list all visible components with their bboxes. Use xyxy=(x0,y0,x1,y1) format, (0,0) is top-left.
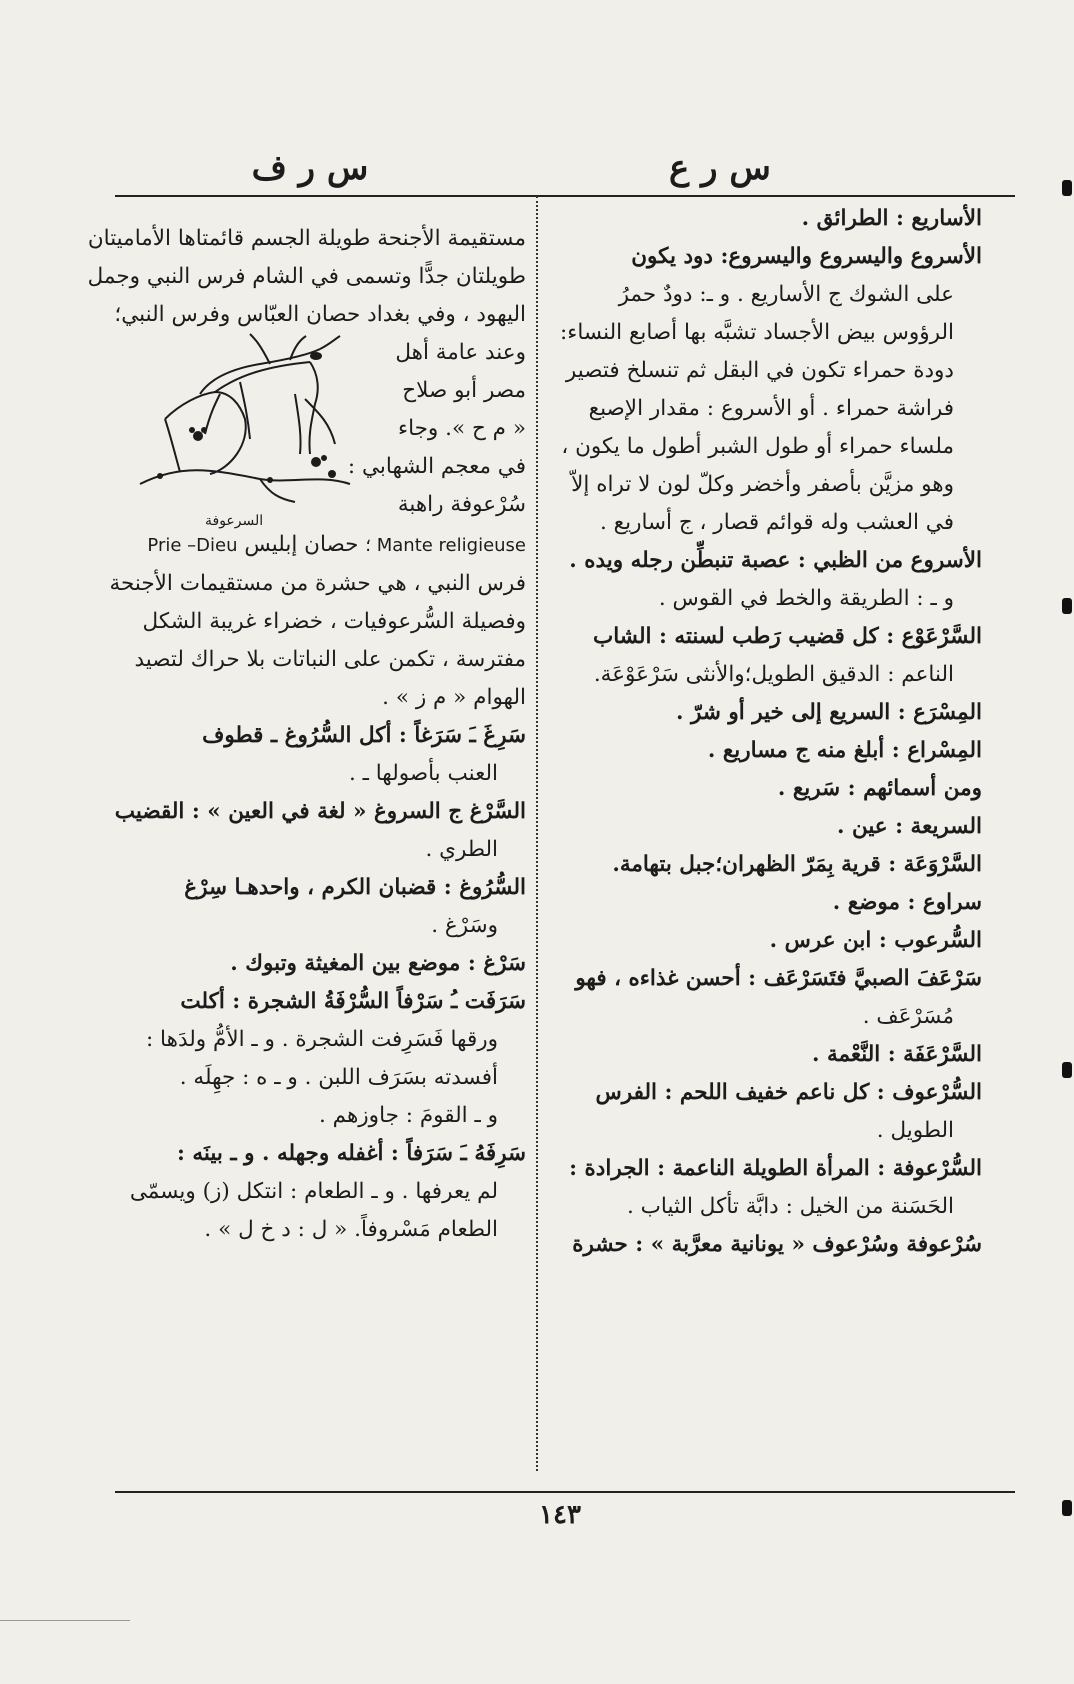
left-column-top-line: اليهود ، وفي بغداد حصان العبّاس وفرس النبي؛ xyxy=(114,302,526,327)
left-column-bottom-line: و ـ القومَ : جاوزهم . xyxy=(318,1103,498,1128)
right-column-line: سُرْعوفة وسُرْعوف « يونانية معرَّبة » : حشرة xyxy=(572,1232,982,1257)
margin-mark xyxy=(1062,598,1072,614)
figure-text-line: في معجم الشهابي : xyxy=(347,454,526,479)
running-header-left: س ر ف xyxy=(251,148,369,188)
left-column-bottom-line: فرس النبي ، هي حشرة من مستقيمات الأجنحة xyxy=(109,571,526,596)
right-column-line: الأساريع : الطرائق . xyxy=(801,206,982,231)
right-column-line: المِسْرَع : السريع إلى خير أو شرّ . xyxy=(676,700,982,725)
right-column-line: في العشب وله قوائم قصار ، ج أساريع . xyxy=(599,510,954,535)
page-number: ١٤٣ xyxy=(539,1500,581,1530)
right-column-line: السَّرْعَوْع : كل قضيب رَطب لسنته : الشاب xyxy=(593,624,982,649)
margin-mark xyxy=(1062,1500,1072,1516)
top-rule xyxy=(115,195,1015,197)
right-column-line: الأسروع واليسروع واليسروع: دود يكون xyxy=(631,244,982,269)
right-column-line: ملساء حمراء أو طول الشبر أطول ما يكون ، xyxy=(561,434,954,459)
right-column-line: الأسروع من الظبي : عصبة تنبطِّن رجله ويده . xyxy=(569,548,982,573)
latin-terms-line xyxy=(110,526,526,565)
left-column-bottom-line: سَرْغ : موضع بين المغيثة وتبوك . xyxy=(230,951,526,976)
running-header-right: س ر ع xyxy=(669,148,771,188)
left-column-bottom-line: سَرَفَت ـُ سَرْفاً السُّرْفَةُ الشجرة : أكلت xyxy=(180,989,526,1014)
left-column-bottom-line: أفسدته بسَرَف اللبن . و ـ ه : جهِلَه . xyxy=(179,1065,498,1090)
right-column-line: وهو مزيَّن بأصفر وأخضر وكلّ لون لا تراه إلاّ xyxy=(571,472,954,497)
right-column xyxy=(550,200,982,1264)
right-column-line: السُّرعوب : ابن عرس . xyxy=(769,928,982,953)
left-column-bottom xyxy=(110,565,526,1249)
right-column-line: الرؤوس بيض الأجساد تشبَّه بها أصابع النساء: xyxy=(560,320,954,345)
left-column-bottom-line: سَرِغَ ـَ سَرَغاً : أكل السُّرُوغ ـ قطوف xyxy=(202,723,526,748)
left-column-bottom-line: السَّرْغ ج السروغ « لغة في العين » : القضيب xyxy=(114,799,526,824)
left-column-bottom-line: السُّرُوغ : قضبان الكرم ، واحدهـا سِرْغ xyxy=(184,875,526,900)
left-column-bottom-line: الهوام « م ز » . xyxy=(382,685,526,710)
left-column-top-line: طويلتان جدًّا وتسمى في الشام فرس النبي وجمل xyxy=(87,264,526,289)
right-column-line: الحَسَنة من الخيل : دابَّة تأكل الثياب . xyxy=(627,1194,954,1219)
figure-block xyxy=(110,334,526,529)
right-column-line: السُّرْعوف : كل ناعم خفيف اللحم : الفرس xyxy=(595,1080,982,1105)
left-column-top-line: مستقيمة الأجنحة طويلة الجسم قائمتاها الأماميتان xyxy=(87,226,526,251)
right-column-line: الناعم : الدقيق الطويل؛والأنثى سَرْعَوْعَة. xyxy=(593,662,954,687)
right-column-line: مُسَرْعَف . xyxy=(862,1004,954,1029)
left-column-bottom-line: مفترسة ، تكمن على النباتات بلا حراك لتصيد xyxy=(134,647,526,672)
right-column-line: السَّرْعَفَة : النَّعْمة . xyxy=(811,1042,982,1067)
right-column-line: السَّرْوَعَة : قرية بِمَرّ الظهران؛جبل بتهامة. xyxy=(612,852,982,877)
scan-edge-line xyxy=(0,1620,130,1621)
latin-term-suffix: Mante religieuse ؛ xyxy=(365,535,526,556)
figure-text-line: مصر أبو صلاح xyxy=(402,378,526,403)
mantis-illustration xyxy=(120,334,355,504)
right-column-line: الطويل . xyxy=(876,1118,954,1143)
left-column xyxy=(87,220,526,1249)
right-column-line: فراشة حمراء . أو الأسروع : مقدار الإصبع xyxy=(588,396,954,421)
latin-line-arabic: حصان إبليس xyxy=(244,532,359,557)
column-divider xyxy=(536,196,538,1471)
left-column-bottom-line: العنب بأصولها ـ . xyxy=(348,761,498,786)
left-column-bottom-line: لم يعرفها . و ـ الطعام : انتكل (ز) ويسمّى xyxy=(129,1179,498,1204)
right-column-line: دودة حمراء تكون في البقل ثم تنسلخ فتصير xyxy=(565,358,954,383)
right-column-line: على الشوك ج الأساريع . و ـ: دودٌ حمرُ xyxy=(618,282,954,307)
margin-mark xyxy=(1062,180,1072,196)
right-column-line: و ـ : الطريقة والخط في القوس . xyxy=(658,586,954,611)
right-column-line: المِسْراع : أبلغ منه ج مساريع . xyxy=(707,738,982,763)
left-column-bottom-line: الطعام مَسْروفاً. « ل : د خ ل » . xyxy=(204,1217,498,1242)
right-column-line: السريعة : عين . xyxy=(836,814,982,839)
left-column-top xyxy=(87,220,526,334)
left-column-bottom-line: ورقها فَسَرِفت الشجرة . و ـ الأمُّ ولدَها : xyxy=(145,1027,498,1052)
left-column-bottom-line: الطري . xyxy=(425,837,498,862)
left-column-bottom-line: وسَرْغ . xyxy=(431,913,498,938)
figure-text-line: سُرْعوفة راهبة xyxy=(397,492,526,517)
right-column-line: السُّرْعوفة : المرأة الطويلة الناعمة : الجرادة : xyxy=(569,1156,982,1181)
bottom-rule xyxy=(115,1491,1015,1493)
latin-term-prefix: Prie –Dieu xyxy=(147,535,238,556)
left-column-bottom-line: وفصيلة السُّرعوفيات ، خضراء غريبة الشكل xyxy=(142,609,526,634)
figure-text-line: « م ح ». وجاء xyxy=(397,416,526,441)
figure-side-text xyxy=(347,334,526,524)
left-column-bottom-line: سَرِفَهُ ـَ سَرَفاً : أغفله وجهله . و ـ بينَه : xyxy=(176,1141,526,1166)
right-column-line: ومن أسمائهم : سَريع . xyxy=(777,776,982,801)
margin-mark xyxy=(1062,1062,1072,1078)
right-column-line: سراوع : موضع . xyxy=(832,890,982,915)
right-column-line: سَرْعَفَ الصبيَّ فتَسَرْعَف : أحسن غذاءه ، فهو xyxy=(575,966,982,991)
figure-caption: السرعوفة xyxy=(205,513,264,529)
figure-text-line: وعند عامة أهل xyxy=(395,340,526,365)
